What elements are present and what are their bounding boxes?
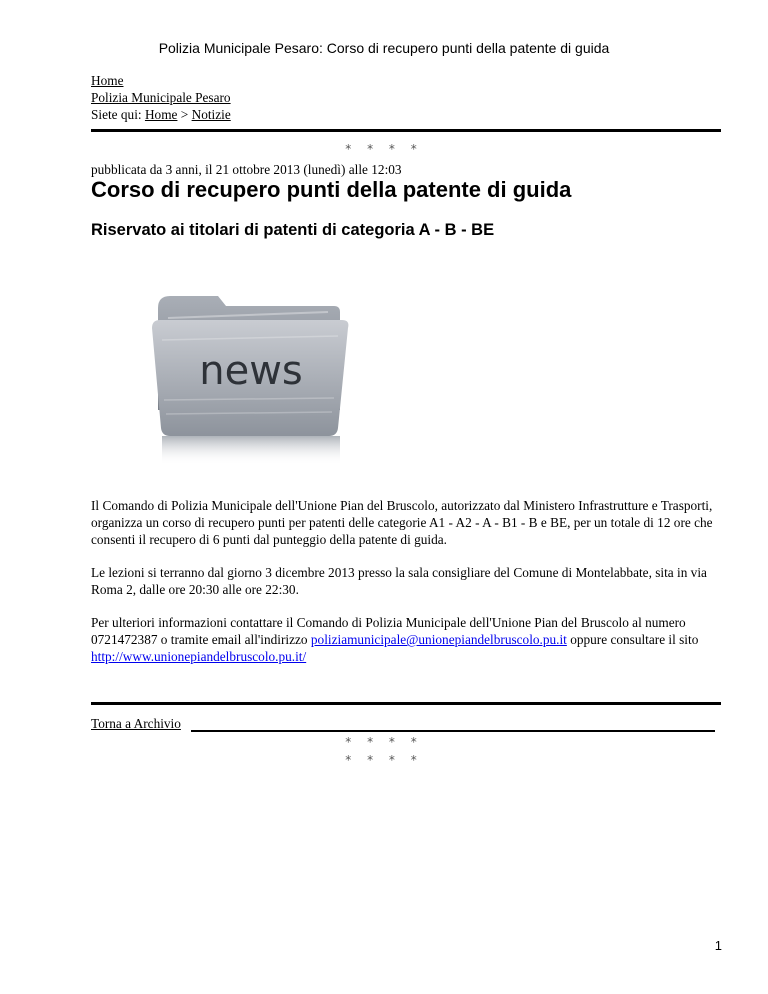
breadcrumb — [91, 106, 721, 123]
page-header-title: Polizia Municipale Pesaro: Corso di recupero punti della patente di guida — [158, 40, 610, 56]
page-number: 1 — [714, 938, 722, 953]
website-link[interactable]: http://www.unionepiandelbruscolo.pu.it/ — [91, 649, 307, 664]
news-folder-caption: news — [199, 348, 303, 394]
article-paragraph-contact — [91, 614, 721, 665]
news-folder-icon — [148, 290, 353, 465]
article-subtitle: Riservato ai titolari di patenti di categoria A - B - BE — [91, 221, 495, 239]
contact-text: Per ulteriori informazioni contattare il Comando di Polizia Municipale dell'Unione Pian del Bruscolo al numero 0721472387 o tramite email all'indirizzo — [91, 615, 686, 647]
contact-text-middle: oppure consultare il sito — [570, 632, 699, 647]
article-paragraph: Le lezioni si terranno dal giorno 3 dicembre 2013 presso la sala consigliare del Comune di Montelabbate, sita in via Roma 2, dalle ore 20:30 alle ore 22:30. — [91, 565, 707, 597]
separator-stars-bottom-1: * * * * — [345, 735, 423, 749]
top-divider — [91, 129, 721, 132]
bottom-divider — [91, 702, 721, 705]
email-link[interactable]: poliziamunicipale@unionepiandelbruscolo.pu.it — [310, 632, 567, 647]
breadcrumb-separator: > — [180, 107, 189, 122]
separator-stars-top: * * * * — [345, 142, 423, 156]
breadcrumb-news-link[interactable]: Notizie — [191, 107, 231, 122]
article-title: Corso di recupero punti della patente di guida — [91, 177, 572, 202]
site-link[interactable]: Polizia Municipale Pesaro — [91, 90, 231, 105]
separator-stars-bottom-2: * * * * — [345, 753, 423, 767]
back-to-archive-link[interactable]: Torna a Archivio — [91, 716, 181, 731]
breadcrumb-home-link[interactable]: Home — [144, 107, 178, 122]
home-link[interactable]: Home — [91, 73, 124, 88]
footer-divider — [191, 730, 715, 732]
article-paragraph: Il Comando di Polizia Municipale dell'Unione Pian del Bruscolo, autorizzato dal Ministero Infrastrutture e Trasporti, organizza un corso di recupero punti per patenti delle categorie A1 - A2 - A - B1 - B e BE, per un totale di 12 ore che consenti il recupero di 6 punti dal punteggio della patente di guida. — [91, 498, 713, 547]
navigation — [91, 72, 721, 123]
publish-date: pubblicata da 3 anni, il 21 ottobre 2013 (lunedì) alle 12:03 — [91, 162, 402, 177]
breadcrumb-prefix: Siete qui: — [91, 107, 142, 122]
